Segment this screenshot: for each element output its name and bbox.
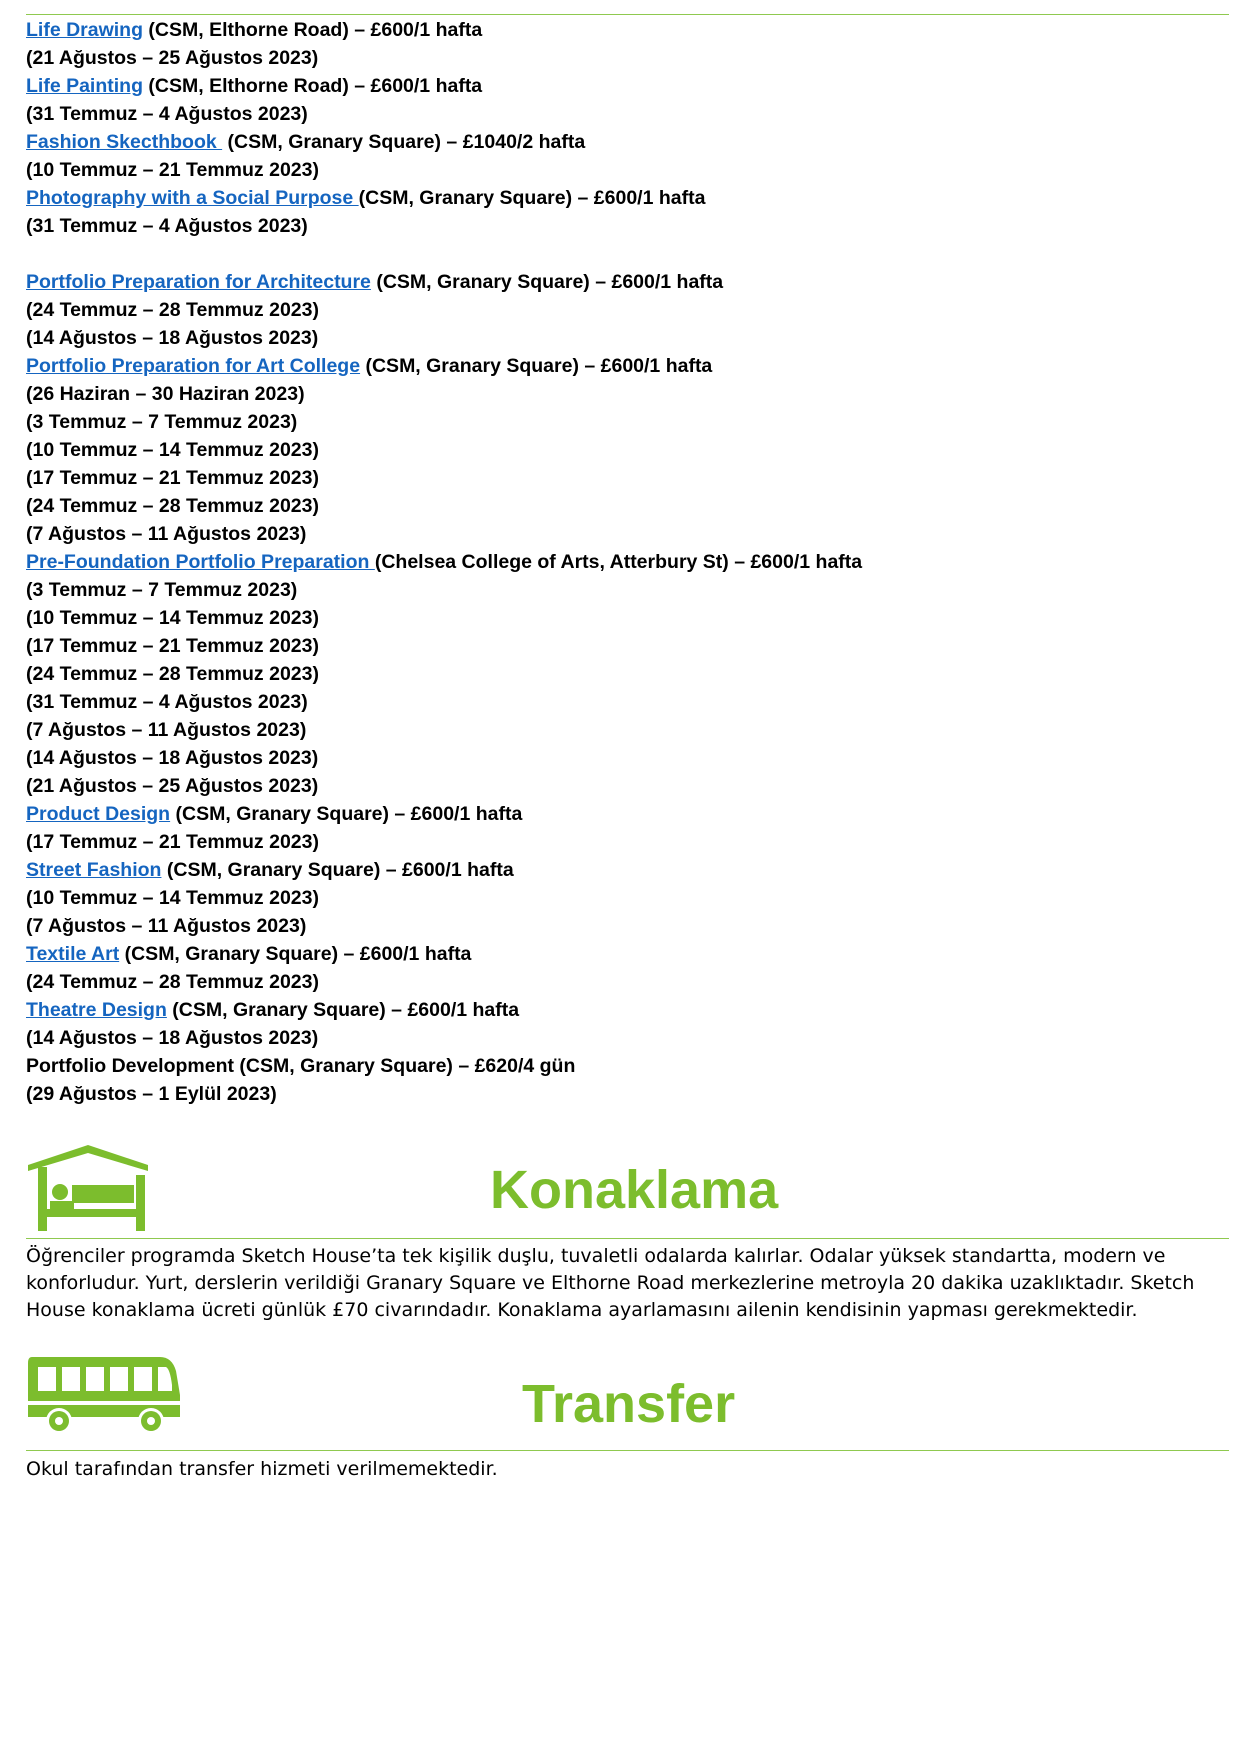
course-title-line bbox=[26, 128, 1226, 156]
course-details: (CSM, Granary Square) – £600/1 hafta bbox=[370, 271, 724, 293]
course-details: (CSM, Elthorne Road) – £600/1 hafta bbox=[143, 19, 483, 41]
course-title-line bbox=[26, 996, 1226, 1024]
course-details: (CSM, Granary Square) – £600/1 hafta bbox=[358, 187, 706, 209]
course-date: (24 Temmuz – 28 Temmuz 2023) bbox=[26, 299, 319, 321]
course-details: (CSM, Elthorne Road) – £600/1 hafta bbox=[143, 75, 483, 97]
course-date: (17 Temmuz – 21 Temmuz 2023) bbox=[26, 467, 319, 489]
bus-icon bbox=[26, 1355, 182, 1437]
course-date: (29 Ağustos – 1 Eylül 2023) bbox=[26, 1083, 277, 1105]
course-date: (3 Temmuz – 7 Temmuz 2023) bbox=[26, 579, 298, 601]
course-title-line bbox=[26, 72, 1226, 100]
course-link[interactable]: Life Drawing bbox=[26, 19, 144, 41]
course-date: (21 Ağustos – 25 Ağustos 2023) bbox=[26, 47, 319, 69]
course-date: (24 Temmuz – 28 Temmuz 2023) bbox=[26, 663, 319, 685]
course-link[interactable]: Portfolio Preparation for Architecture bbox=[26, 271, 371, 293]
accommodation-rule bbox=[26, 1238, 1229, 1239]
course-link[interactable]: Pre-Foundation Portfolio Preparation bbox=[26, 551, 375, 573]
course-title-line bbox=[26, 184, 1226, 212]
course-date: (3 Temmuz – 7 Temmuz 2023) bbox=[26, 411, 298, 433]
course-link[interactable]: Textile Art bbox=[26, 943, 120, 965]
bed-icon bbox=[26, 1143, 150, 1233]
top-rule bbox=[26, 14, 1229, 15]
course-link[interactable]: Photography with a Social Purpose bbox=[26, 187, 359, 209]
course-details: (CSM, Granary Square) – £1040/2 hafta bbox=[222, 131, 586, 153]
course-details: (CSM, Granary Square) – £600/1 hafta bbox=[166, 999, 520, 1021]
course-date: (14 Ağustos – 18 Ağustos 2023) bbox=[26, 327, 319, 349]
course-date: (14 Ağustos – 18 Ağustos 2023) bbox=[26, 1027, 319, 1049]
course-title-line bbox=[26, 548, 1226, 576]
course-date: (17 Temmuz – 21 Temmuz 2023) bbox=[26, 831, 319, 853]
course-title-line bbox=[26, 16, 1226, 44]
course-title-line bbox=[26, 940, 1226, 968]
course-date: (21 Ağustos – 25 Ağustos 2023) bbox=[26, 775, 319, 797]
spacer bbox=[26, 240, 1226, 268]
course-date: (17 Temmuz – 21 Temmuz 2023) bbox=[26, 635, 319, 657]
course-title-line bbox=[26, 1052, 1226, 1080]
course-link[interactable]: Fashion Skecthbook bbox=[26, 131, 223, 153]
course-link[interactable]: Portfolio Preparation for Art College bbox=[26, 355, 361, 377]
transfer-rule bbox=[26, 1450, 1229, 1451]
course-details: (CSM, Granary Square) – £600/1 hafta bbox=[119, 943, 472, 965]
course-date: (24 Temmuz – 28 Temmuz 2023) bbox=[26, 971, 319, 993]
course-details: (CSM, Granary Square) – £600/1 hafta bbox=[161, 859, 514, 881]
transfer-text: Okul tarafından transfer hizmeti verilmemektedir. bbox=[26, 1458, 498, 1480]
course-date: (10 Temmuz – 14 Temmuz 2023) bbox=[26, 439, 319, 461]
course-date: (24 Temmuz – 28 Temmuz 2023) bbox=[26, 495, 319, 517]
course-title-line bbox=[26, 800, 1226, 828]
course-date: (26 Haziran – 30 Haziran 2023) bbox=[26, 383, 305, 405]
course-date: (10 Temmuz – 14 Temmuz 2023) bbox=[26, 607, 319, 629]
course-date: (31 Temmuz – 4 Ağustos 2023) bbox=[26, 215, 308, 237]
course-date: (7 Ağustos – 11 Ağustos 2023) bbox=[26, 719, 307, 741]
course-date: (7 Ağustos – 11 Ağustos 2023) bbox=[26, 915, 307, 937]
course-date: (10 Temmuz – 21 Temmuz 2023) bbox=[26, 159, 319, 181]
course-title-line bbox=[26, 268, 1226, 296]
course-link[interactable]: Theatre Design bbox=[26, 999, 167, 1021]
course-link[interactable]: Product Design bbox=[26, 803, 171, 825]
course-title-line bbox=[26, 856, 1226, 884]
course-details: Portfolio Development (CSM, Granary Square) – £620/4 gün bbox=[26, 1055, 576, 1077]
course-list bbox=[26, 16, 1226, 1108]
accommodation-title: Konaklama bbox=[490, 1160, 779, 1220]
course-date: (7 Ağustos – 11 Ağustos 2023) bbox=[26, 523, 307, 545]
course-date: (31 Temmuz – 4 Ağustos 2023) bbox=[26, 103, 308, 125]
course-title-line bbox=[26, 352, 1226, 380]
accommodation-text: Öğrenciler programda Sketch House’ta tek kişilik duşlu, tuvaletli odalarda kalırlar. Odalar yüksek standartta, modern ve konforludur. Yurt, derslerin verildiği Granary Square ve Elthorne Road merkezlerine metroyla 20 dakika uzaklıktadır. Sketch House konaklama ücreti günlük £70 civarındadır. Konaklama ayarlamasını ailenin kendisinin yapması gerekmektedir. bbox=[26, 1245, 1195, 1321]
course-date: (10 Temmuz – 14 Temmuz 2023) bbox=[26, 887, 319, 909]
course-link[interactable]: Life Painting bbox=[26, 75, 143, 97]
course-date: (31 Temmuz – 4 Ağustos 2023) bbox=[26, 691, 308, 713]
transfer-title: Transfer bbox=[522, 1374, 736, 1434]
course-details: (Chelsea College of Arts, Atterbury St) – £600/1 hafta bbox=[374, 551, 863, 573]
course-details: (CSM, Granary Square) – £600/1 hafta bbox=[360, 355, 713, 377]
course-date: (14 Ağustos – 18 Ağustos 2023) bbox=[26, 747, 319, 769]
course-details: (CSM, Granary Square) – £600/1 hafta bbox=[170, 803, 523, 825]
course-link[interactable]: Street Fashion bbox=[26, 859, 162, 881]
